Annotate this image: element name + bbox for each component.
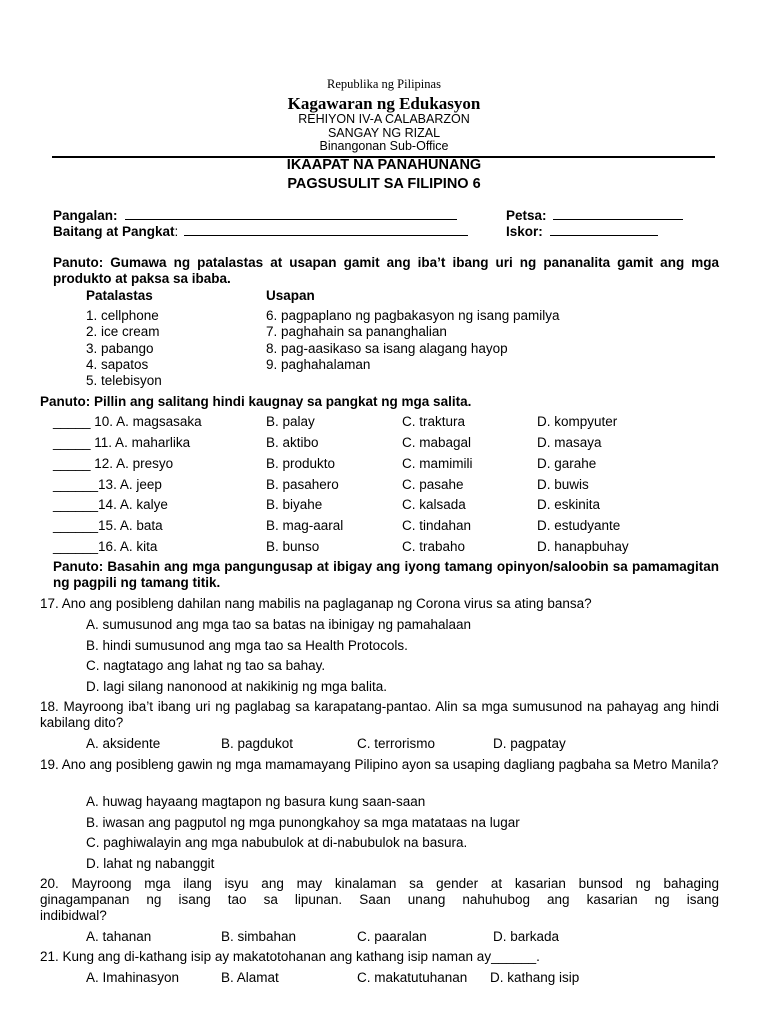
choice: A. Imahinasyon [86,970,180,985]
question-20-line-3: indibidwal? [40,908,107,923]
part3-instruction: Panuto: Basahin ang mga pangungusap at ibigay ang iyong tamang opinyon/saloobin sa pamamagitan ng pagpili ng tamang titik. [53,559,719,590]
date-label: Petsa: [506,208,547,223]
exam-title-line-2: PAGSUSULIT SA FILIPINO 6 [287,176,481,192]
usapan-item: 9. paghahalaman [266,357,371,372]
choice-d: D. buwis [537,477,589,492]
choice: C. makatutuhanan [357,970,468,985]
grade-blank[interactable] [184,223,468,236]
usapan-item: 6. pagpaplano ng pagbakasyon ng isang pamilya [266,308,560,323]
choice-b: B. mag-aaral [266,518,344,533]
item-number: ______14. A. kalye [53,497,168,512]
choice: D. pagpatay [493,736,566,751]
question-21: 21. Kung ang di-kathang isip ay makatotohanan ang kathang isip naman ay______. [40,949,540,964]
name-blank[interactable] [125,207,457,220]
grade-colon: : [174,224,179,239]
department-title: Kagawaran ng Edukasyon [287,94,481,113]
choice-d: D. kompyuter [537,414,618,429]
part2-instruction: Panuto: Pillin ang salitang hindi kaugnay sa pangkat ng mga salita. [40,394,472,409]
exam-title-line-1: IKAAPAT NA PANAHUNANG [286,157,482,173]
choice-d: D. hanapbuhay [537,539,629,554]
item-number: _____ 10. A. magsasaka [53,414,202,429]
patalastas-item: 4. sapatos [86,357,149,372]
choice-c: C. pasahe [402,477,464,492]
part1-instruction: Panuto: Gumawa ng patalastas at usapan gamit ang iba’t ibang uri ng pananalita gamit ang mga produkto at paksa sa ibaba. [53,255,719,286]
date-blank[interactable] [553,207,683,220]
choice-b: B. aktibo [266,435,319,450]
patalastas-item: 1. cellphone [86,308,159,323]
choice: D. lagi silang nanonood at nakikinig ng mga balita. [86,679,387,694]
choice: C. paaralan [357,929,427,944]
choice: D. barkada [493,929,560,944]
grade-label: Baitang at Pangkat [53,224,175,239]
item-number: _____ 11. A. maharlika [53,435,191,450]
choice: B. hindi sumusunod ang mga tao sa Health Protocols. [86,638,408,653]
grade-field[interactable] [53,223,468,239]
choice: C. nagtatago ang lahat ng tao sa bahay. [86,658,326,673]
patalastas-header: Patalastas [86,288,153,303]
choice: A. tahanan [86,929,152,944]
question-19: 19. Ano ang posibleng gawin ng mga mamamayang Pilipino ayon sa usaping dagliang pagbaha sa Metro Manila? [40,757,719,772]
score-label: Iskor: [506,224,543,239]
division-label: SANGAY NG RIZAL [327,126,441,140]
usapan-item: 7. paghahain sa pananghalian [266,324,447,339]
choice-b: B. bunso [266,539,320,554]
choice: B. Alamat [221,970,279,985]
date-field[interactable] [506,207,683,223]
choice: B. simbahan [221,929,297,944]
choice: C. terrorismo [357,736,436,751]
choice: C. paghiwalayin ang mga nabubulok at di-nabubulok na basura. [86,835,468,850]
usapan-item: 8. pag-aasikaso sa isang alagang hayop [266,341,508,356]
patalastas-item: 5. telebisyon [86,373,162,388]
item-number: ______16. A. kita [53,539,158,554]
choice-c: C. trabaho [402,539,466,554]
choice-c: C. tindahan [402,518,472,533]
choice: B. iwasan ang pagputol ng mga punongkahoy sa mga matataas na lugar [86,815,520,830]
patalastas-item: 3. pabango [86,341,154,356]
question-18: 18. Mayroong iba’t ibang uri ng paglabag sa karapatang-pantao. Alin sa mga sumusunod na pahayag ang hindi kabilang dito? [40,699,719,730]
choice-c: C. traktura [402,414,466,429]
choice-b: B. palay [266,414,315,429]
item-number: _____ 12. A. presyo [53,456,174,471]
choice-b: B. pasahero [266,477,339,492]
usapan-header: Usapan [266,288,315,303]
name-label: Pangalan: [53,208,118,223]
choice: D. lahat ng nabanggit [86,856,215,871]
choice-d: D. estudyante [537,518,621,533]
question-20-line-1: 20. Mayroong mga ilang isyu ang may kinalaman sa gender at kasarian bunsod ng bahaging [40,876,719,891]
choice: A. sumusunod ang mga tao sa batas na ibinigay ng pamahalaan [86,617,472,632]
choice-d: D. garahe [537,456,597,471]
choice-c: C. mabagal [402,435,472,450]
name-field[interactable] [53,207,457,223]
choice: A. aksidente [86,736,161,751]
choice-b: B. biyahe [266,497,323,512]
choice-d: D. masaya [537,435,602,450]
choice-b: B. produkto [266,456,336,471]
choice: A. huwag hayaang magtapon ng basura kung saan-saan [86,794,426,809]
choice-c: C. kalsada [402,497,466,512]
choice-d: D. eskinita [537,497,601,512]
score-blank[interactable] [550,223,658,236]
question-17: 17. Ano ang posibleng dahilan nang mabilis na paglaganap ng Corona virus sa ating bansa? [40,596,592,611]
question-20-line-2: ginagampanan ng isang tao sa lipunan. Saan unang nahuhubog ang kasarian ng isang [40,892,719,907]
office-label: Binangonan Sub-Office [319,139,449,153]
choice: D. kathang isip [490,970,580,985]
patalastas-item: 2. ice cream [86,324,160,339]
item-number: ______13. A. jeep [53,477,162,492]
republic-label: Republika ng Pilipinas [327,77,441,91]
choice-c: C. mamimili [402,456,473,471]
item-number: ______15. A. bata [53,518,163,533]
region-label: REHIYON IV-A CALABARZON [298,112,470,126]
score-field[interactable] [506,223,658,239]
choice: B. pagdukot [221,736,294,751]
